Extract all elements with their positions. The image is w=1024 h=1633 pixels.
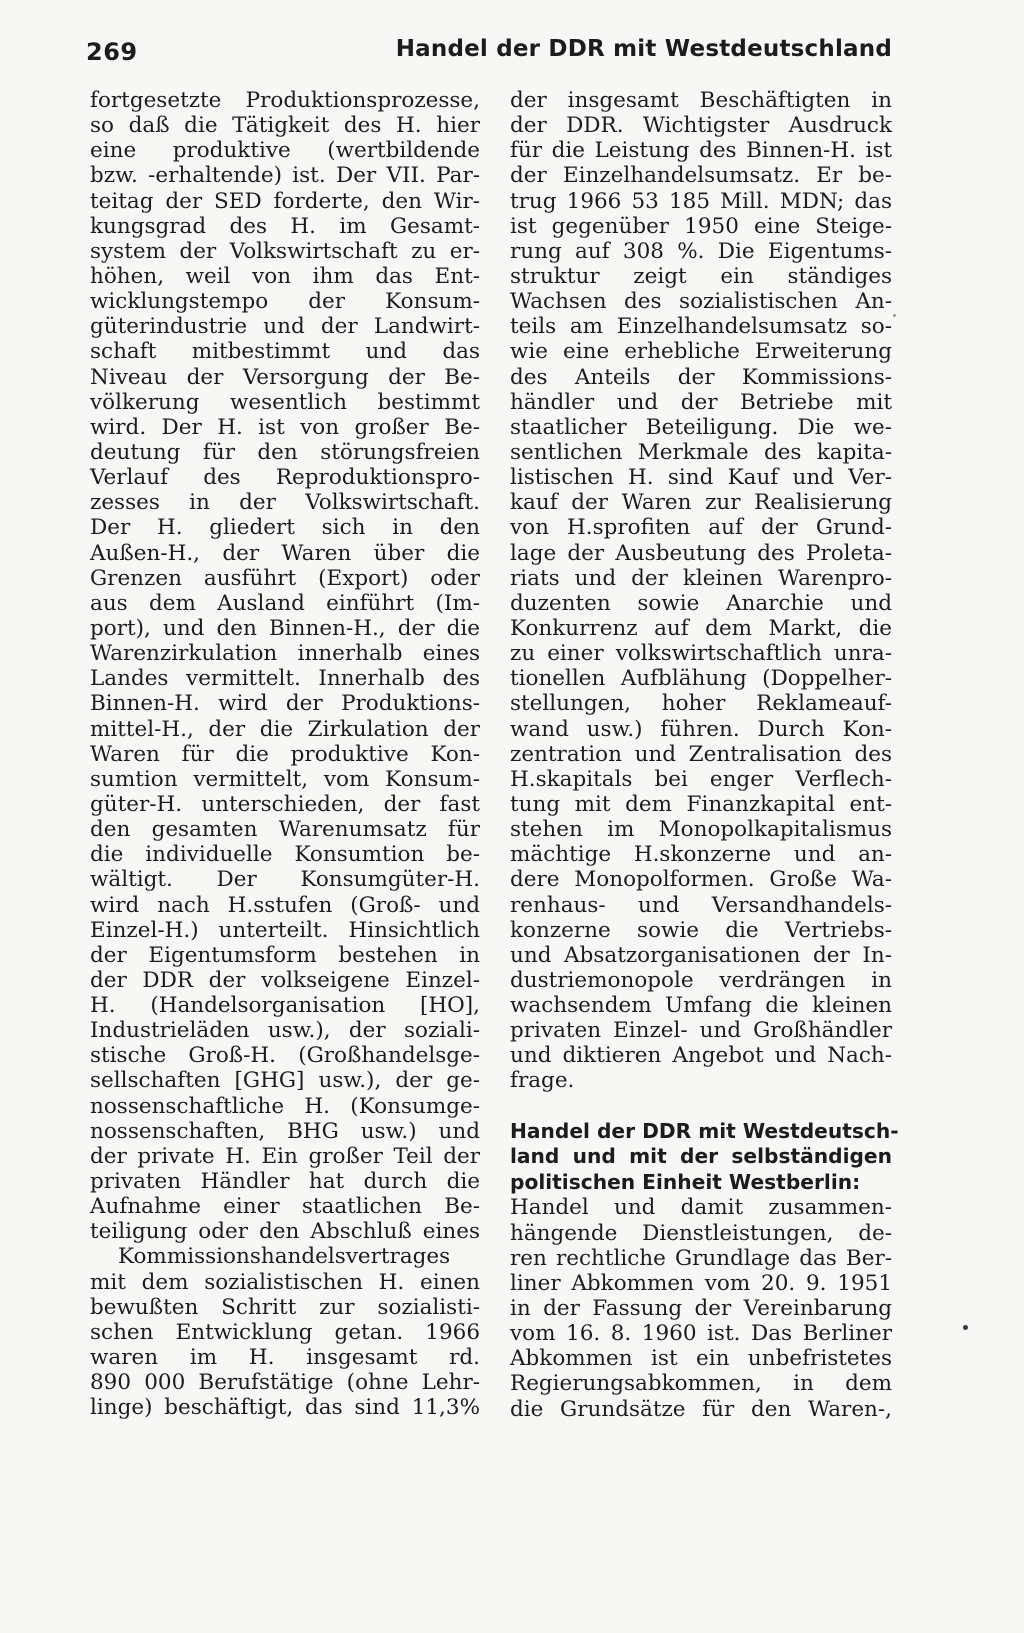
- text-line: kauf der Waren zur Realisierung: [510, 490, 892, 516]
- text-line: duzenten sowie Anarchie und: [510, 590, 892, 616]
- text-line: und diktieren Angebot und Nach-: [510, 1043, 892, 1069]
- text-line: und Absatzorganisationen der In-: [510, 942, 892, 968]
- text-line: Einzel-H.) unterteilt. Hinsichtlich: [90, 917, 480, 943]
- text-line: bewußten Schritt zur sozialisti-: [90, 1294, 480, 1320]
- text-line: vom 16. 8. 1960 ist. Das Berliner: [510, 1321, 892, 1347]
- text-line: teils am Einzelhandelsumsatz so-: [510, 314, 892, 340]
- entry-body: [510, 1195, 892, 1421]
- text-line: lage der Ausbeutung des Proleta-: [510, 540, 892, 566]
- text-line: wicklungstempo der Konsum-: [90, 289, 480, 315]
- text-line: wachsendem Umfang die kleinen: [510, 993, 892, 1019]
- text-line: wand usw.) führen. Durch Kon-: [510, 716, 892, 742]
- text-line: in der Fassung der Vereinbarung: [510, 1295, 892, 1321]
- text-line: wältigt. Der Konsumgüter-H.: [90, 867, 480, 893]
- text-line: zesses in der Volkswirtschaft.: [90, 490, 480, 516]
- text-line: nossenschaftliche H. (Konsumge-: [90, 1093, 480, 1119]
- text-line: mit dem sozialistischen H. einen: [90, 1269, 480, 1295]
- text-line: stehen im Monopolkapitalismus: [510, 817, 892, 843]
- text-line: Binnen-H. wird der Produktions-: [90, 691, 480, 717]
- text-line: system der Volkswirtschaft zu er-: [90, 238, 480, 264]
- text-line: teitag der SED forderte, den Wir-: [90, 188, 480, 214]
- text-line: Wachsen des sozialistischen An-: [510, 289, 892, 315]
- text-line: bzw. -erhaltende) ist. Der VII. Par-: [90, 163, 480, 189]
- text-line: für die Leistung des Binnen-H. ist: [510, 138, 892, 164]
- text-line: struktur zeigt ein ständiges: [510, 263, 892, 289]
- text-line: der Eigentumsform bestehen in: [90, 942, 480, 968]
- text-line: sumtion vermittelt, vom Konsum-: [90, 766, 480, 792]
- text-line: zentration und Zentralisation des: [510, 741, 892, 767]
- page-number: 269: [86, 38, 138, 66]
- text-line: wie eine erhebliche Erweiterung: [510, 339, 892, 365]
- text-line: den gesamten Warenumsatz für: [90, 817, 480, 843]
- entry-heading-line: land und mit der selbständigen: [510, 1144, 892, 1169]
- text-line: konzerne sowie die Vertriebs-: [510, 917, 892, 943]
- text-line: güter-H. unterschieden, der fast: [90, 791, 480, 817]
- text-line: Waren für die produktive Kon-: [90, 741, 480, 767]
- text-line: tung mit dem Finanzkapital ent-: [510, 791, 892, 817]
- text-line: H.skapitals bei enger Verflech-: [510, 766, 892, 792]
- text-line: Warenzirkulation innerhalb eines: [90, 641, 480, 667]
- text-line: privaten Einzel- und Großhändler: [510, 1018, 892, 1044]
- text-line: deutung für den störungsfreien: [90, 439, 480, 465]
- text-line: die Grundsätze für den Waren-,: [510, 1396, 892, 1422]
- text-line: Industrieläden usw.), der soziali-: [90, 1018, 480, 1044]
- entry-heading: [510, 1118, 899, 1196]
- text-line: linge) beschäftigt, das sind 11,3%: [90, 1395, 480, 1421]
- text-line: liner Abkommen vom 20. 9. 1951: [510, 1270, 892, 1296]
- text-line: renhaus- und Versandhandels-: [510, 892, 892, 918]
- text-line: 890 000 Berufstätige (ohne Lehr-: [90, 1370, 480, 1396]
- text-line: mächtige H.skonzerne und an-: [510, 842, 892, 868]
- text-line: riats und der kleinen Warenpro-: [510, 565, 892, 591]
- text-line: der private H. Ein großer Teil der: [90, 1143, 480, 1169]
- text-line: höhen, weil von ihm das Ent-: [90, 263, 480, 289]
- text-line: des Anteils der Kommissions-: [510, 364, 892, 390]
- text-line: sellschaften [GHG] usw.), der ge-: [90, 1068, 480, 1094]
- text-line: stische Groß-H. (Großhandelsge-: [90, 1043, 480, 1069]
- running-title: Handel der DDR mit Westdeutschland: [395, 36, 892, 62]
- text-line: dere Monopolformen. Große Wa-: [510, 867, 892, 893]
- text-line: listischen H. sind Kauf und Ver-: [510, 465, 892, 491]
- text-line: mittel-H., der die Zirkulation der: [90, 716, 480, 742]
- text-line: zu einer volkswirtschaftlich unra-: [510, 641, 892, 667]
- text-line: Regierungsabkommen, in dem: [510, 1371, 892, 1397]
- text-line: ren rechtliche Grundlage das Ber-: [510, 1245, 892, 1271]
- text-line: Niveau der Versorgung der Be-: [90, 364, 480, 390]
- print-speck: [963, 1325, 968, 1330]
- text-line: Der H. gliedert sich in den: [90, 515, 480, 541]
- text-line: nossenschaften, BHG usw.) und: [90, 1118, 480, 1144]
- text-line: schen Entwicklung getan. 1966: [90, 1319, 480, 1345]
- text-line: waren im H. insgesamt rd.: [90, 1345, 480, 1371]
- text-line: Konkurrenz auf dem Markt, die: [510, 615, 892, 641]
- text-line: die individuelle Konsumtion be-: [90, 842, 480, 868]
- text-line: fortgesetzte Produktionsprozesse,: [90, 88, 480, 113]
- text-line: Kommissionshandelsvertrages: [118, 1244, 451, 1270]
- text-line: der insgesamt Beschäftigten in: [510, 88, 892, 113]
- text-line: wird. Der H. ist von großer Be-: [90, 414, 480, 440]
- text-line: tionellen Aufblähung (Doppelher-: [510, 666, 892, 692]
- text-line: sentlichen Merkmale des kapita-: [510, 439, 892, 465]
- entry-heading-line: Handel der DDR mit Westdeutsch-: [510, 1118, 899, 1143]
- right-column: [510, 88, 899, 1422]
- text-line: frage.: [510, 1068, 575, 1094]
- text-line: Abkommen ist ein unbefristetes: [510, 1346, 892, 1372]
- text-line: stellungen, hoher Reklameauf-: [510, 691, 892, 717]
- text-line: händler und der Betriebe mit: [510, 389, 892, 415]
- text-line: Verlauf des Reproduktionspro-: [90, 465, 480, 491]
- entry-spacer: [510, 1094, 892, 1119]
- text-line: hängende Dienstleistungen, de-: [510, 1220, 892, 1246]
- text-line: dustriemonopole verdrängen in: [510, 967, 892, 993]
- text-line: ist gegenüber 1950 eine Steige-: [510, 213, 892, 239]
- text-line: Landes vermittelt. Innerhalb des: [90, 666, 480, 692]
- text-line: Grenzen ausführt (Export) oder: [90, 565, 480, 591]
- text-line: privaten Händler hat durch die: [90, 1169, 480, 1195]
- text-line: der DDR der volkseigene Einzel-: [90, 967, 480, 993]
- text-line: der DDR. Wichtigster Ausdruck: [510, 113, 892, 139]
- text-line: teiligung oder den Abschluß eines: [90, 1219, 480, 1245]
- right-column-body: [510, 88, 892, 1094]
- text-line: von H.sprofiten auf der Grund-: [510, 515, 892, 541]
- text-line: güterindustrie und der Landwirt-: [90, 314, 480, 340]
- text-line: wird nach H.sstufen (Groß- und: [90, 892, 480, 918]
- text-line: aus dem Ausland einführt (Im-: [90, 590, 480, 616]
- text-line: rung auf 308 %. Die Eigentums-: [510, 238, 892, 264]
- text-line: eine produktive (wertbildende: [90, 138, 480, 164]
- text-line: der Einzelhandelsumsatz. Er be-: [510, 163, 892, 189]
- text-line: trug 1966 53 185 Mill. MDN; das: [510, 188, 892, 214]
- text-line: H. (Handelsorganisation [HO],: [90, 993, 480, 1019]
- text-line: Außen-H., der Waren über die: [90, 540, 480, 566]
- text-line: schaft mitbestimmt und das: [90, 339, 480, 365]
- text-line: staatlicher Beteiligung. Die we-: [510, 414, 892, 440]
- text-line: völkerung wesentlich bestimmt: [90, 389, 480, 415]
- text-line: kungsgrad des H. im Gesamt-: [90, 213, 480, 239]
- text-line: Aufnahme einer staatlichen Be-: [90, 1194, 480, 1220]
- left-column: [90, 88, 480, 1420]
- print-speck: [893, 314, 896, 317]
- text-line: port), und den Binnen-H., der die: [90, 615, 480, 641]
- text-line: Handel und damit zusammen-: [510, 1195, 892, 1221]
- text-line: so daß die Tätigkeit des H. hier: [90, 113, 480, 139]
- entry-heading-line: politischen Einheit Westberlin:: [510, 1169, 861, 1194]
